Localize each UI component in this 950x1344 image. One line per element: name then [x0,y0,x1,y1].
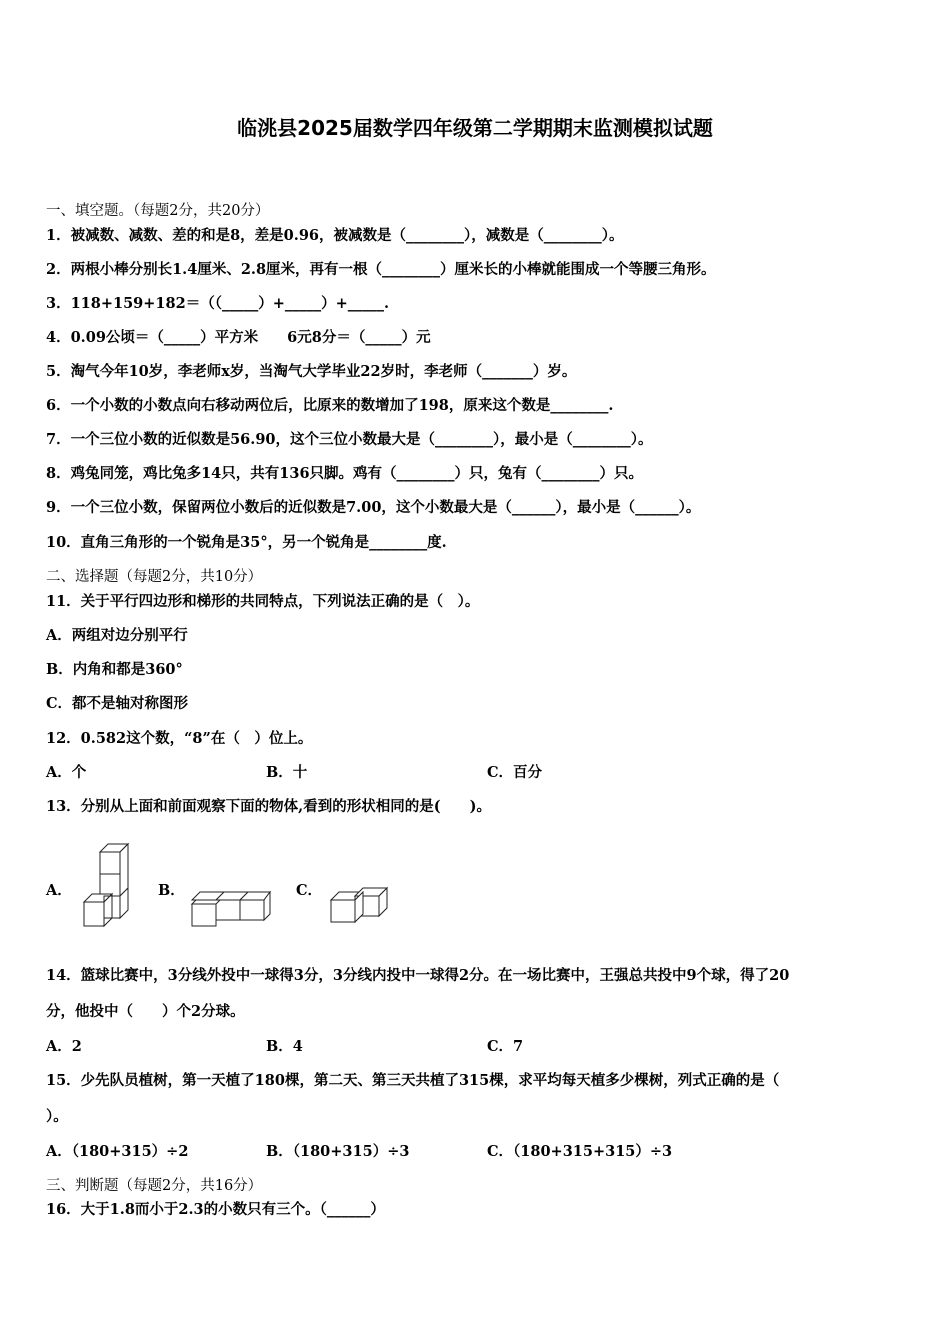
q12-option-c: C．百分 [487,764,543,781]
question-11: 11．关于平行四边形和梯形的共同特点，下列说法正确的是（ ）。 [46,593,480,610]
question-3: 3．118+159+182＝（（_____）+_____）+_____. [46,295,390,312]
section-heading-true-false: 三、判断题（每题2分，共16分） [46,1178,263,1194]
question-15-line-1: 15．少先队员植树，第一天植了180棵，第二天、第三天共植了315棵，求平均每天植多少棵树，列式正确的是（ [46,1072,780,1089]
q13-option-b: B． [158,882,185,899]
question-14-line-1: 14．篮球比赛中，3分线外投中一球得3分，3分线内投中一球得2分。在一场比赛中，王强总共投中9个球，得了20 [46,967,790,984]
q13-option-c: C． [296,882,323,899]
question-14-line-2: 分，他投中（ ）个2分球。 [46,1003,245,1020]
question-2: 2．两根小棒分别长1.4厘米、2.8厘米，再有一根（________）厘米长的小棒就能围成一个等腰三角形。 [46,261,716,278]
question-12: 12．0.582这个数，“8”在（ ）位上。 [46,730,313,747]
page-title: 临洮县2025届数学四年级第二学期期末监测模拟试题 [237,116,713,140]
q11-option-c: C．都不是轴对称图形 [46,695,189,712]
question-15-line-2: ）。 [46,1108,68,1125]
q13-option-a: A． [46,882,72,899]
q13-figure-c-cubes [327,884,393,928]
q11-option-a: A．两组对边分别平行 [46,627,188,644]
q12-option-a: A．个 [46,764,87,781]
question-4: 4．0.09公顷＝（_____）平方米 6元8分＝（_____）元 [46,329,431,346]
q15-option-b: B．（180+315）÷3 [266,1143,410,1160]
question-5: 5．淘气今年10岁，李老师x岁，当淘气大学毕业22岁时，李老师（_______）岁。 [46,363,577,380]
section-heading-fill-blank: 一、填空题。（每题2分，共20分） [46,203,270,219]
q14-option-b: B．4 [266,1038,303,1055]
question-1: 1．被减数、减数、差的和是8，差是0.96，被减数是（________），减数是（________）。 [46,227,624,244]
q14-option-c: C．7 [487,1038,524,1055]
q15-option-a: A．（180+315）÷2 [46,1143,189,1160]
q14-option-a: A．2 [46,1038,82,1055]
q13-figure-a-cubes [78,840,134,932]
question-7: 7．一个三位小数的近似数是56.90，这个三位小数最大是（________），最小是（________）。 [46,431,653,448]
q15-option-c: C．（180+315+315）÷3 [487,1143,673,1160]
question-10: 10．直角三角形的一个锐角是35°，另一个锐角是________度. [46,534,447,551]
question-8: 8．鸡兔同笼，鸡比兔多14只，共有136只脚。鸡有（________）只，兔有（________）只。 [46,465,644,482]
question-16: 16．大于1.8而小于2.3的小数只有三个。（______） [46,1201,385,1218]
q11-option-b: B．内角和都是360° [46,661,183,678]
section-heading-choice: 二、选择题（每题2分，共10分） [46,569,263,585]
question-9: 9．一个三位小数，保留两位小数后的近似数是7.00，这个小数最大是（______），最小是（______）。 [46,499,701,516]
question-13: 13．分别从上面和前面观察下面的物体,看到的形状相同的是( )。 [46,798,491,815]
q12-option-b: B．十 [266,764,308,781]
question-6: 6．一个小数的小数点向右移动两位后，比原来的数增加了198，原来这个数是________. [46,397,614,414]
q13-figure-b-cubes [188,886,274,930]
